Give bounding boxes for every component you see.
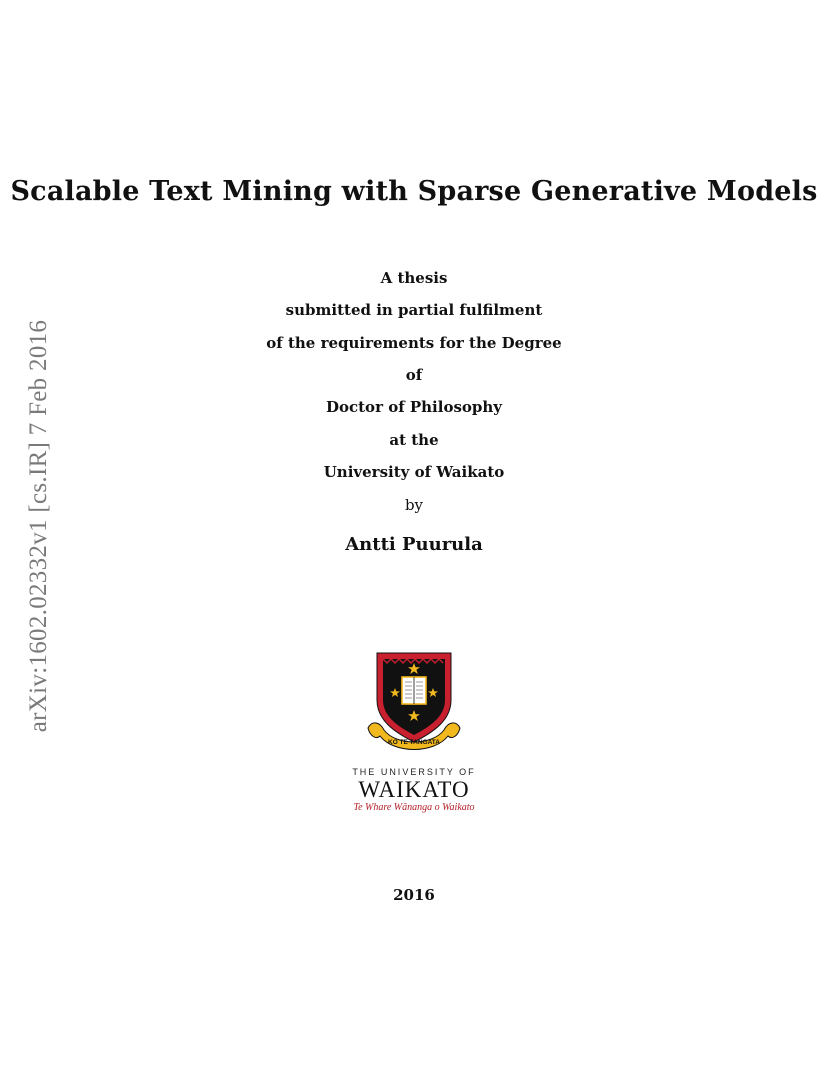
statement-line-8: by — [404, 496, 424, 514]
arxiv-identifier: arXiv:1602.02332v1 [cs.IR] 7 Feb 2016 — [25, 319, 52, 733]
thesis-year: 2016 — [393, 886, 435, 904]
university-crest-logo — [364, 650, 464, 754]
statement-line-4: of — [405, 366, 423, 384]
statement-line-6: at the — [389, 431, 439, 449]
logo-maori-name: Te Whare Wānanga o Waikato — [353, 802, 475, 813]
statement-line-2: submitted in partial fulfilment — [285, 301, 543, 319]
statement-line-7: University of Waikato — [323, 463, 505, 481]
logo-motto: KO TE TANGATA — [388, 739, 440, 746]
logo-university-name: WAIKATO — [358, 777, 470, 802]
statement-line-1: A thesis — [380, 269, 448, 287]
statement-line-3: of the requirements for the Degree — [266, 334, 562, 352]
statement-line-5: Doctor of Philosophy — [325, 398, 503, 416]
author-name: Antti Puurula — [345, 534, 483, 555]
thesis-title: Scalable Text Mining with Sparse Generative Models — [10, 176, 818, 207]
logo-university-of: THE UNIVERSITY OF — [352, 767, 476, 777]
